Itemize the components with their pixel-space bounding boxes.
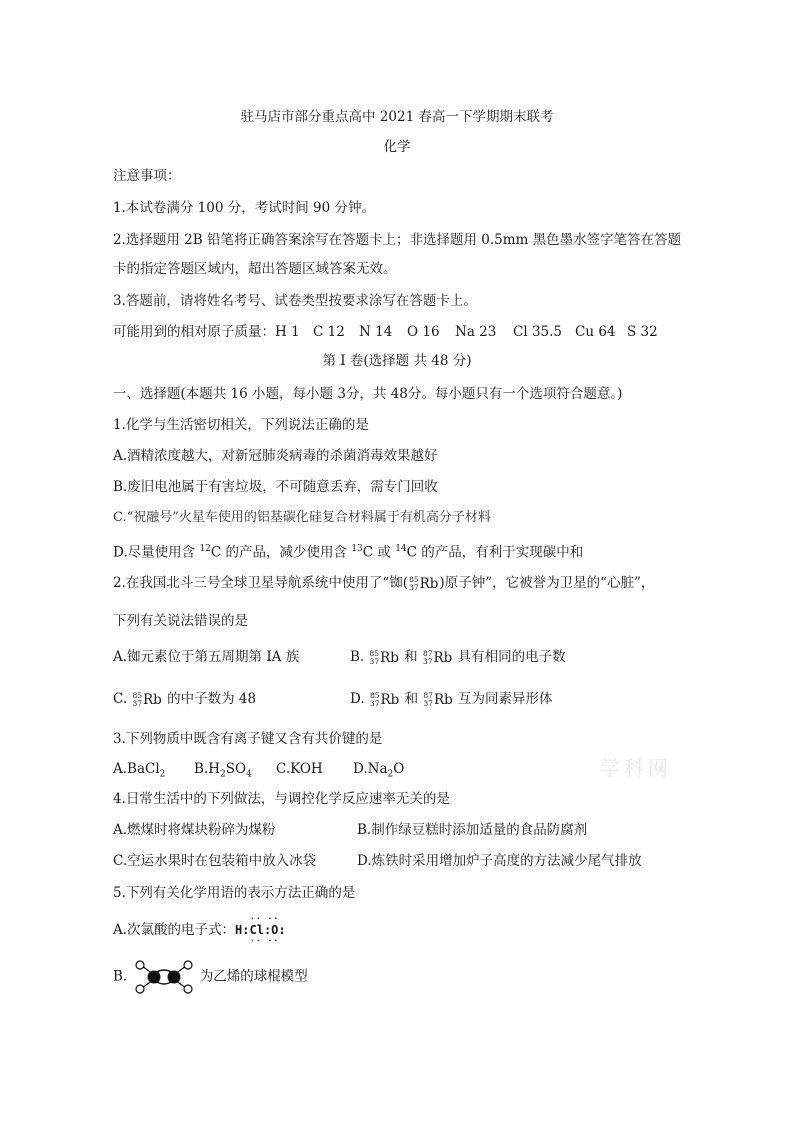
nuclide-z: 37 [369, 698, 380, 708]
q1-d-text-3: C 或 [362, 544, 396, 561]
q2-b-mid: 和 [399, 649, 422, 665]
q2-d-post: 互为同素异形体 [453, 691, 553, 707]
q2-option-b [350, 648, 566, 667]
exam-title: 驻马店市部分重点高中 2021 春高一下学期期末联考 [240, 109, 554, 125]
nuclide-z: 37 [409, 582, 419, 592]
q2-b-post: 具有相同的电子数 [453, 649, 566, 665]
q1-stem: 1.化学与生活密切相关，下列说法正确的是 [113, 417, 369, 433]
q5-a-text: A.次氯酸的电子式： [113, 922, 236, 938]
q5-stem: 5.下列有关化学用语的表示方法正确的是 [113, 885, 356, 901]
q3-b-sub1: 2 [220, 769, 226, 780]
mass-cl: Cl 35.5 [513, 324, 562, 340]
q3-option-b [194, 760, 276, 784]
q2-stem [113, 574, 654, 593]
nuclide-symbol: Rb [380, 649, 399, 666]
ethylene-ball-stick-model [134, 960, 194, 994]
mass-na: Na 23 [455, 324, 497, 340]
subject-title: 化学 [383, 139, 411, 155]
hypochlorous-acid-electron-formula: ·· ·· H:Cl:O: ·· ·· [235, 914, 286, 945]
q1-option-c: C.“祝融号”火星车使用的铝基碳化硅复合材料属于有机高分子材料 [113, 510, 491, 525]
nuclide-mass: 87 [422, 648, 433, 658]
nuclide-z: 37 [132, 698, 142, 708]
nuclide-symbol: Rb [433, 691, 453, 708]
notice-item-2-cont: 卡的指定答题区域内，超出答题区域答案无效。 [113, 261, 397, 277]
electron-formula-text: H:Cl:O: [235, 923, 286, 937]
q3-d-sub: 2 [387, 769, 394, 780]
q4-option-c: C.空运水果时在包装箱中放入冰袋 [113, 853, 317, 869]
q3-a-sub: 2 [159, 769, 166, 780]
q2-d-pre: D. [350, 691, 369, 707]
q1-option-b: B.废旧电池属于有害垃圾，不可随意丢弃，需专门回收 [113, 479, 438, 495]
nuclide-symbol: Rb [380, 691, 400, 708]
q3-d-post: O [393, 761, 405, 777]
nuclide-symbol: Rb [419, 575, 439, 592]
q2-stem-post: )原子钟”，它被誉为卫星的“心脏”， [439, 575, 655, 591]
atomic-masses-label: 可能用到的相对原子质量： [113, 324, 275, 340]
section-title: 第 I 卷(选择题 共 48 分) [322, 353, 472, 369]
q2-d-nuclide-85 [370, 691, 399, 709]
nuclide-mass: 87 [423, 690, 433, 700]
q3-b-sub2: 4 [246, 769, 252, 780]
nuclide-mass: 85 [369, 690, 380, 700]
q2-d-nuclide-87 [423, 691, 452, 709]
mass-cu: Cu 64 [575, 324, 616, 340]
q2-c-post: 的中子数为 48 [162, 691, 257, 707]
q5-option-b [113, 960, 308, 994]
q2-stem-nuclide [409, 575, 438, 593]
notice-item-3: 3.答题前，请将姓名考号、试卷类型按要求涂写在答题卡上。 [113, 293, 477, 309]
q3-options [113, 760, 404, 784]
q2-c-pre: C. [113, 691, 132, 707]
q3-stem: 3.下列物质中既含有离子键又含有共价键的是 [113, 731, 383, 747]
q2-b-nuclide-85 [370, 649, 399, 667]
watermark: 学科网 [600, 756, 672, 780]
q2-c-nuclide-85 [132, 691, 161, 709]
q4-stem: 4.日常生活中的下列做法，与调控化学反应速率无关的是 [113, 791, 450, 807]
mass-h: H 1 [275, 324, 300, 340]
nuclide-mass: 85 [369, 648, 380, 658]
q2-stem-pre: 2.在我国北斗三号全球卫星导航系统中使用了“铷( [113, 575, 409, 591]
mass-c: C 12 [313, 324, 345, 340]
notice-heading: 注意事项： [113, 168, 181, 184]
q2-option-d [350, 690, 553, 709]
q2-option-c [113, 690, 256, 709]
q3-option-a [113, 760, 194, 784]
q4-option-d: D.炼铁时采用增加炉子高度的方法减少尾气排放 [357, 853, 642, 869]
q1-option-a: A.酒精浓度越大，对新冠肺炎病毒的杀菌消毒效果越好 [113, 448, 438, 464]
q1-d-text-4: C 的产品，有利于实现碳中和 [406, 544, 584, 561]
q3-a-text: A.BaCl [113, 761, 160, 777]
q3-option-d [353, 760, 404, 784]
nuclide-z: 37 [422, 656, 433, 666]
mass-s: S 32 [627, 324, 658, 340]
atomic-masses [113, 323, 658, 341]
q2-stem-2: 下列有关说法错误的是 [113, 613, 248, 629]
q2-option-a: A.铷元素位于第五周期第 IA 族 [113, 649, 300, 665]
q2-b-pre: B. [350, 649, 369, 665]
nuclide-z: 37 [423, 698, 433, 708]
notice-item-1: 1.本试卷满分 100 分，考试时间 90 分钟。 [113, 200, 375, 216]
q2-b-nuclide-87 [423, 649, 452, 667]
q1-d-mass-14: 14 [395, 544, 407, 554]
q3-b-mid: SO [225, 761, 247, 777]
q4-option-a: A.燃煤时将煤块粉碎为煤粉 [113, 822, 276, 838]
q4-option-b: B.制作绿豆糕时添加适量的食品防腐剂 [357, 822, 588, 838]
nuclide-symbol: Rb [142, 691, 162, 708]
q3-d-text: D.Na [353, 761, 388, 777]
q1-d-mass-12: 12 [199, 544, 211, 554]
mass-o: O 16 [407, 324, 440, 340]
q3-option-c: C.KOH [276, 761, 323, 777]
nuclide-mass: 85 [132, 690, 142, 700]
q1-d-text-2: C 的产品，减少使用含 [210, 544, 352, 561]
notice-item-2: 2.选择题用 2B 铅笔将正确答案涂写在答题卡上；非选择题用 0.5mm 黑色墨水签字笔答在答题 [113, 232, 682, 248]
nuclide-symbol: Rb [433, 649, 453, 666]
mass-n: N 14 [359, 324, 393, 340]
section-instruction: 一、选择题(本题共 16 小题，每小题 3分，共 48分。每小题只有一个选项符合题意。) [113, 386, 623, 402]
q3-b-text: B.H [194, 761, 220, 777]
q1-d-mass-13: 13 [351, 544, 363, 554]
q5-b-label: B. [113, 968, 128, 985]
q2-d-mid: 和 [400, 691, 423, 707]
q5-option-a [113, 914, 286, 945]
q5-b-text: 为乙烯的球棍模型 [199, 968, 308, 985]
nuclide-mass: 85 [409, 574, 419, 584]
q1-option-d [113, 540, 583, 562]
q1-d-text-1: D.尽量使用含 [113, 544, 200, 561]
nuclide-z: 37 [369, 656, 380, 666]
